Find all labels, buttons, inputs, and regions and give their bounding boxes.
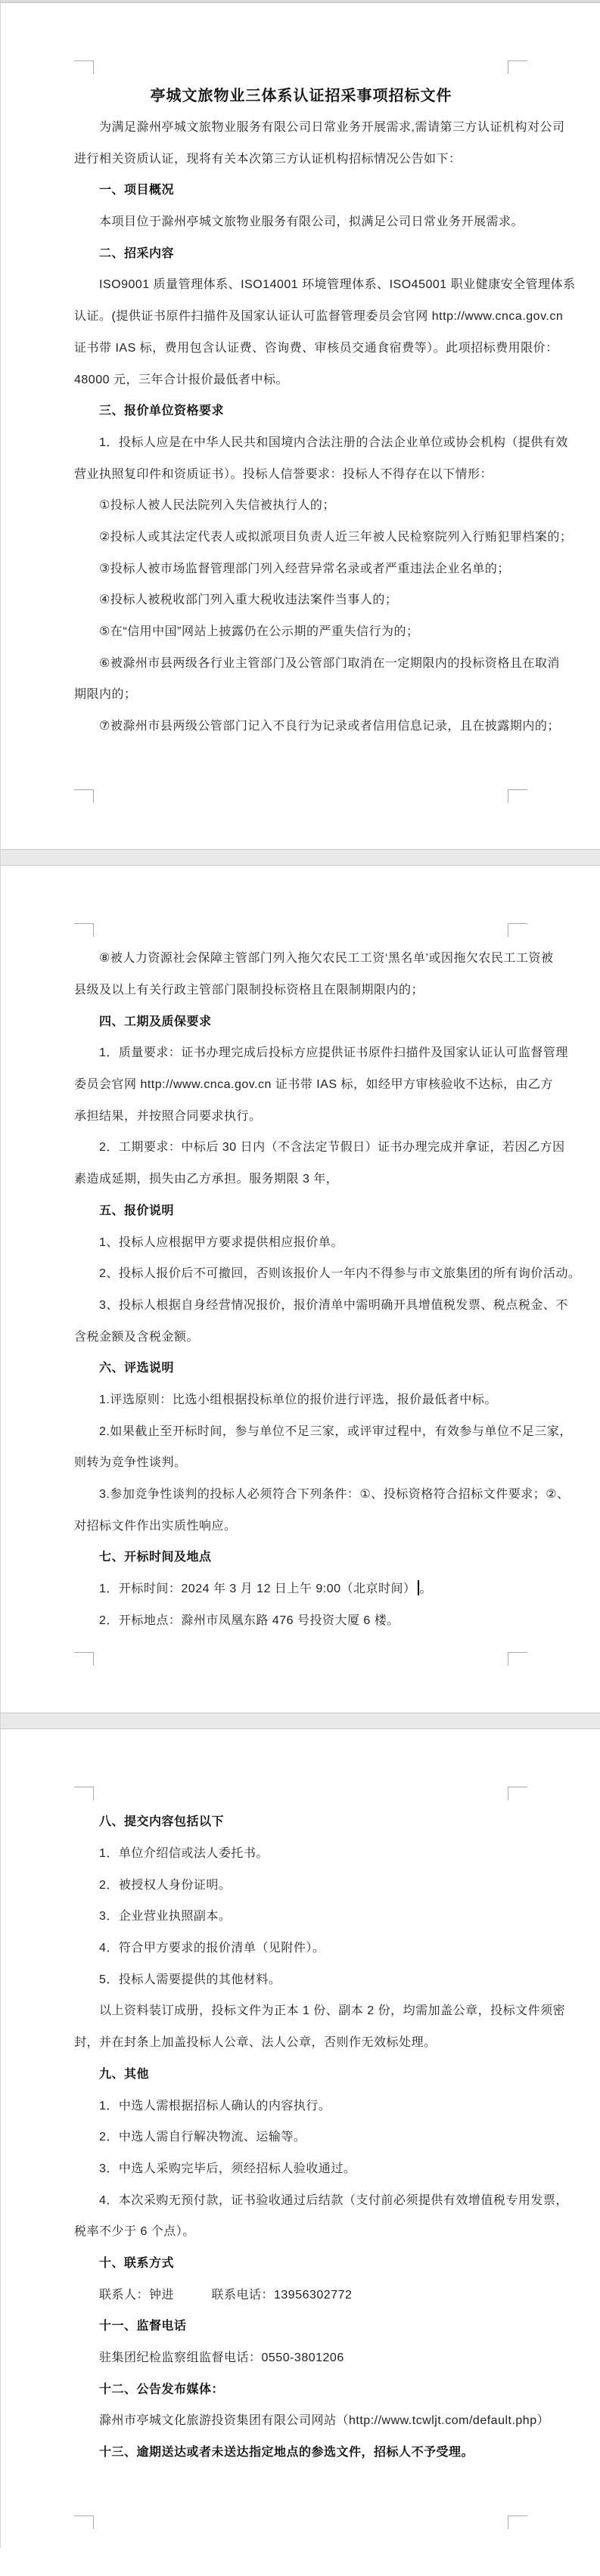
- line-text: 十三、逾期送达或者未送达指定地点的参选文件，招标人不予受理。: [99, 2446, 474, 2460]
- line-text: ②投标人或其法定代表人或拟派项目负责人近三年被人民检察院列入行贿犯罪档案的；: [99, 530, 573, 544]
- text-line[interactable]: [74, 426, 568, 457]
- line-text: 委员会官网 http://www.cnca.gov.cn 证书带 IAS 标，如经甲方审核验收不达标，由乙方: [74, 1078, 554, 1092]
- line-text: 则转为竞争性谈判。: [74, 1456, 187, 1470]
- text-line[interactable]: [74, 677, 528, 709]
- line-text: 2、投标人报价后不可撤回，否则该报价人一年内不得参与市文旅集团的所有询价活动。: [99, 1267, 581, 1281]
- text-line[interactable]: [74, 1603, 528, 1635]
- line-text: 驻集团纪检监察组监督电话：0550-3801206: [99, 2351, 344, 2365]
- line-text: 二、招采内容: [99, 246, 175, 260]
- margin-mark-bottom-left: [74, 2516, 94, 2529]
- line-text: 四、工期及质保要求: [99, 1015, 212, 1028]
- line-text: 本项目位于滁州亭城文旅物业服务有限公司，拟满足公司日常业务开展需求。: [99, 215, 524, 229]
- text-line[interactable]: [74, 1036, 568, 1068]
- line-text: 为满足滁州亭城文旅物业服务有限公司日常业务开展需求,需请第三方认证机构对公司: [99, 121, 565, 135]
- line-text: 2.如果截止至开标时间，参与单位不足三家，或评审过程中，有效参与单位不足三家，: [99, 1424, 572, 1438]
- margin-mark-bottom-right: [508, 2516, 527, 2529]
- section-heading-line[interactable]: [74, 1540, 528, 1572]
- line-text: 对招标文件作出实质性响应。: [74, 1519, 237, 1533]
- line-text: 九、其他: [99, 2067, 150, 2081]
- text-line[interactable]: [74, 941, 554, 973]
- section-heading-line[interactable]: [74, 2057, 528, 2089]
- text-line[interactable]: [74, 1099, 528, 1130]
- line-text: 1．投标人应是在中华人民共和国境内合法注册的合法企业单位或协会机构（提供有效: [99, 436, 568, 449]
- text-line[interactable]: [74, 1414, 572, 1446]
- line-text: 1、投标人应根据甲方要求提供相应报价单。: [99, 1235, 344, 1249]
- line-text: 进行相关资质认证，现将有关本次第三方认证机构招标情况公告如下：: [74, 152, 462, 166]
- section-heading-line[interactable]: [74, 2246, 528, 2278]
- text-line[interactable]: [74, 615, 528, 646]
- section-heading-line[interactable]: [74, 2372, 528, 2404]
- text-line[interactable]: [74, 1994, 566, 2026]
- line-text: 营业执照复印件和资质证书）。投标人信誉要求：投标人不得存在以下情形：: [74, 467, 493, 481]
- margin-mark-bottom-left: [74, 1652, 94, 1666]
- margin-mark-bottom-left: [74, 789, 94, 803]
- line-text-after-cursor: 。: [419, 1582, 433, 1596]
- section-heading-line[interactable]: [74, 1805, 528, 1837]
- line-text: 2．工期要求：中标后 30 日内（不含法定节假日）证书办理完成并拿证，若因乙方因: [99, 1141, 565, 1155]
- line-text: 含税金额及含税金额。: [74, 1330, 200, 1344]
- page-gap: [1, 849, 600, 866]
- line-text: 1．开标时间：2024 年 3 月 12 日上午 9:00（北京时间）: [99, 1582, 416, 1596]
- line-text: 认证。(提供证书原件扫描件及国家认证认可监督管理委员会官网 http://www.cnca.gov.cn: [74, 310, 564, 324]
- text-line[interactable]: [74, 2277, 528, 2309]
- page-gap: [1, 1713, 600, 1729]
- line-text: 4．本次采购无预付款，证书验收通过后结款（支付前必须提供有效增值税专用发票，: [99, 2193, 568, 2207]
- section-heading-line[interactable]: [74, 2435, 528, 2467]
- line-text: 期限内的；: [74, 688, 137, 702]
- text-line[interactable]: [74, 1931, 528, 1963]
- line-text: 48000 元，三年合计报价最低者中标。: [74, 373, 288, 386]
- text-line[interactable]: [74, 362, 528, 394]
- text-line[interactable]: [74, 205, 528, 237]
- text-line[interactable]: [74, 2404, 550, 2435]
- page-1-text-content[interactable]: [74, 3, 576, 740]
- text-line[interactable]: [74, 646, 560, 677]
- document-page-2[interactable]: [1, 866, 600, 1713]
- line-text: 滁州市亭城文化旅游投资集团有限公司网站（http://www.tcwljt.com/default.php）: [99, 2414, 550, 2428]
- line-text: 5．投标人需要提供的其他材料。: [99, 1973, 281, 1986]
- text-line[interactable]: [74, 551, 528, 583]
- line-text: 封，并在封条上加盖投标人公章、法人公章，否则作无效标处理。: [74, 2036, 437, 2050]
- text-cursor: [418, 1580, 419, 1595]
- text-line[interactable]: [74, 1837, 528, 1868]
- line-text: 1．单位介绍信或法人委托书。: [99, 1847, 269, 1861]
- text-line[interactable]: [74, 1899, 528, 1931]
- text-line[interactable]: [74, 1068, 554, 1099]
- line-text: 3．企业营业执照副本。: [99, 1910, 232, 1923]
- text-line[interactable]: [74, 1162, 528, 1194]
- section-heading-line[interactable]: [74, 1351, 528, 1383]
- line-text: ①投标人被人民法院列入失信被执行人的；: [99, 499, 335, 513]
- text-line[interactable]: [74, 110, 565, 142]
- line-text: ③投标人被市场监督管理部门列入经营异常名录或者严重违法企业名单的；: [99, 562, 510, 575]
- line-text: 素造成延期，损失由乙方承担。服务期限 3 年，: [74, 1173, 339, 1186]
- line-text: ⑤在“信用中国”网站上披露仍在公示期的严重失信行为的；: [99, 625, 419, 639]
- text-line[interactable]: [74, 299, 564, 331]
- document-page-3[interactable]: [1, 1729, 600, 2576]
- line-text: 六、评选说明: [99, 1362, 175, 1375]
- text-line[interactable]: [74, 583, 528, 615]
- line-text: 2．开标地点：滁州市凤凰东路 476 号投资大厦 6 楼。: [99, 1613, 399, 1627]
- line-text: 1．中选人需根据招标人确认的内容执行。: [99, 2099, 331, 2113]
- line-text: ④投标人被税收部门列入重大税收违法案件当事人的；: [99, 594, 398, 607]
- line-text: 十二、公告发布媒体：: [99, 2382, 225, 2396]
- line-text: 税率不少于 6 个点）。: [74, 2225, 195, 2239]
- text-line[interactable]: [74, 1225, 528, 1257]
- line-text: 3．中选人采购完毕后，须经招标人验收通过。: [99, 2162, 356, 2175]
- line-text: 三、报价单位资格要求: [99, 405, 225, 418]
- text-line[interactable]: [74, 1288, 568, 1320]
- section-heading-line[interactable]: [74, 1004, 528, 1036]
- text-line[interactable]: [74, 1572, 528, 1604]
- line-text: 八、提交内容包括以下: [99, 1815, 225, 1829]
- text-line[interactable]: [74, 1508, 528, 1540]
- line-text: 五、报价说明: [99, 1204, 175, 1217]
- section-heading-line[interactable]: [74, 173, 528, 205]
- line-text: 1.评选原则：比选小组根据投标单位的报价进行评选，报价最低者中标。: [99, 1393, 497, 1406]
- line-text: 4．符合甲方要求的报价清单（见附件）。: [99, 1942, 325, 1955]
- text-line[interactable]: [74, 457, 528, 488]
- line-text: ⑧被人力资源社会保障主管部门列入拖欠农民工工资‘黑名单’或因拖欠农民工工资被: [99, 952, 554, 966]
- text-line[interactable]: [74, 520, 573, 552]
- text-line[interactable]: [74, 1257, 581, 1288]
- document-title-line[interactable]: [74, 79, 528, 110]
- line-text: 一、项目概况: [99, 184, 175, 197]
- line-text: ISO9001 质量管理体系、ISO14001 环境管理体系、ISO45001 职业健康安全管理体系: [99, 278, 576, 292]
- line-text: 证书带 IAS 标，费用包含认证费、咨询费、审核员交通食宿费等）。此项招标费用限价：: [74, 341, 558, 355]
- document-page-1[interactable]: [1, 3, 600, 849]
- section-heading-line[interactable]: [74, 2309, 528, 2341]
- line-text: 2．中选人需自行解决物流、运输等。: [99, 2131, 306, 2144]
- text-line[interactable]: [74, 973, 528, 1005]
- text-line[interactable]: [74, 1868, 528, 1899]
- text-line[interactable]: [74, 268, 576, 299]
- line-text: 联系人：钟进 联系电话：13956302772: [99, 2288, 353, 2302]
- section-heading-line[interactable]: [74, 1194, 528, 1226]
- line-text: 亭城文旅物业三体系认证招采事项招标文件: [150, 88, 452, 105]
- section-heading-line[interactable]: [74, 236, 528, 268]
- text-line[interactable]: [74, 1477, 570, 1509]
- text-line[interactable]: [74, 1319, 528, 1351]
- margin-mark-bottom-right: [508, 1652, 527, 1666]
- line-text: 1．质量要求：证书办理完成后投标方应提供证书原件扫描件及国家认证认可监督管理: [99, 1046, 568, 1060]
- text-line[interactable]: [74, 2341, 528, 2373]
- text-line[interactable]: [74, 1446, 528, 1477]
- line-text: ⑥被滁州市县两级各行业主管部门及公管部门取消在一定期限内的投标资格且在取消: [99, 656, 560, 670]
- text-line[interactable]: [74, 2215, 528, 2246]
- line-text: 2．被授权人身份证明。: [99, 1878, 232, 1892]
- text-line[interactable]: [74, 1130, 565, 1162]
- line-text: 十一、监督电话: [99, 2320, 187, 2333]
- text-line[interactable]: [74, 2183, 568, 2215]
- margin-mark-bottom-right: [508, 789, 527, 803]
- text-line[interactable]: [74, 1383, 528, 1415]
- line-text: 县级及以上有关行政主管部门限制投标资格且在限制期限内的；: [74, 984, 424, 997]
- line-text: 3.参加竞争性谈判的投标人必须符合下列条件：①、投标资格符合招标文件要求；②、: [99, 1488, 570, 1502]
- text-line[interactable]: [74, 1962, 528, 1994]
- page-2-text-content[interactable]: [74, 866, 581, 1635]
- section-heading-line[interactable]: [74, 394, 528, 426]
- line-text: 3、投标人根据自身经营情况报价，报价清单中需明确开具增值税发票、税点税金、不: [99, 1298, 568, 1312]
- text-line[interactable]: [74, 709, 560, 741]
- text-line[interactable]: [74, 488, 528, 520]
- text-line[interactable]: [74, 2152, 528, 2184]
- line-text: ⑦被滁州市县两级公管部门记入不良行为记录或者信用信息记录，且在披露期内的；: [99, 720, 560, 733]
- text-line[interactable]: [74, 331, 558, 363]
- text-line[interactable]: [74, 2088, 528, 2120]
- line-text: 十、联系方式: [99, 2256, 175, 2270]
- line-text: 七、开标时间及地点: [99, 1551, 212, 1564]
- text-line[interactable]: [74, 2026, 528, 2057]
- page-3-text-content[interactable]: [74, 1729, 568, 2466]
- line-text: 承担结果，并按照合同要求执行。: [74, 1109, 262, 1123]
- text-line[interactable]: [74, 2120, 528, 2152]
- text-line[interactable]: [74, 141, 528, 173]
- line-text: 以上资料装订成册，投标文件为正本 1 份、副本 2 份，均需加盖公章，投标文件须密: [99, 2004, 566, 2018]
